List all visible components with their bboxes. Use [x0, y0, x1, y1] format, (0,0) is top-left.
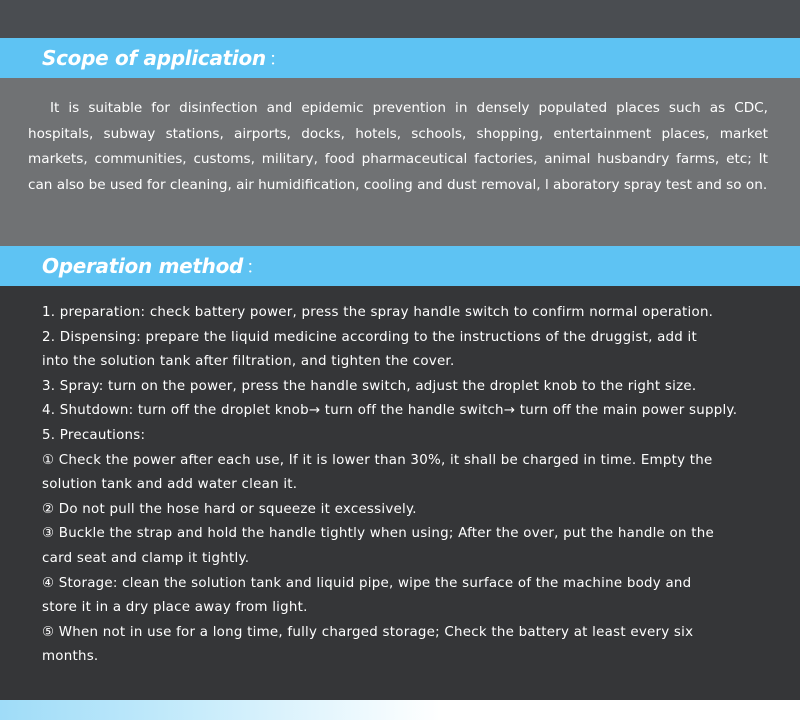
operation-line: ⑤ When not in use for a long time, fully charged storage; Check the battery at least every six — [42, 624, 694, 640]
operation-title: Operation method — [42, 254, 244, 278]
operation-line: 3. Spray: turn on the power, press the handle switch, adjust the droplet knob to the right size. — [42, 378, 697, 394]
operation-line: ③ Buckle the strap and hold the handle tightly when using; After the over, put the handle on the — [42, 526, 714, 542]
operation-line: months. — [42, 649, 99, 665]
operation-line: 1. preparation: check battery power, press the spray handle switch to confirm normal operation. — [42, 305, 714, 320]
scope-title: Scope of application — [42, 46, 266, 70]
operation-line: 4. Shutdown: turn off the droplet knob→ turn off the handle switch→ turn off the main power supply. — [42, 403, 738, 419]
operation-line: ④ Storage: clean the solution tank and liquid pipe, wipe the surface of the machine body and — [42, 575, 692, 591]
operation-line: card seat and clamp it tightly. — [42, 550, 250, 566]
operation-line: ① Check the power after each use, If it is lower than 30%, it shall be charged in time. Empty the — [42, 452, 713, 468]
operation-line: 2. Dispensing: prepare the liquid medicine according to the instructions of the druggist, add it — [42, 329, 698, 345]
operation-line: store it in a dry place away from light. — [42, 600, 308, 616]
operation-line: into the solution tank after filtration, and tighten the cover. — [42, 354, 455, 370]
scope-title-colon: ： — [268, 49, 287, 70]
operation-steps-list — [42, 301, 782, 670]
scope-paragraph: It is suitable for disinfection and epidemic prevention in densely populated places such as CDC, hospitals, subway stations, airports, docks, hotels, schools, shopping, entertainment places, market markets, communities, customs, military, food pharmaceutical factories, animal husbandry farms, etc; It can also be used for cleaning, air humidification, cooling and dust removal, l aboratory spray test and so on. — [28, 100, 768, 193]
operation-line: ② Do not pull the hose hard or squeeze it excessively. — [42, 501, 417, 517]
operation-line: solution tank and add water clean it. — [42, 477, 298, 493]
bottom-gradient-strip — [0, 700, 800, 720]
top-strip — [0, 0, 800, 38]
operation-header-band — [0, 246, 800, 286]
operation-title-colon: ： — [246, 257, 265, 278]
operation-line: 5. Precautions: — [42, 427, 146, 443]
scope-header-band — [0, 38, 800, 78]
